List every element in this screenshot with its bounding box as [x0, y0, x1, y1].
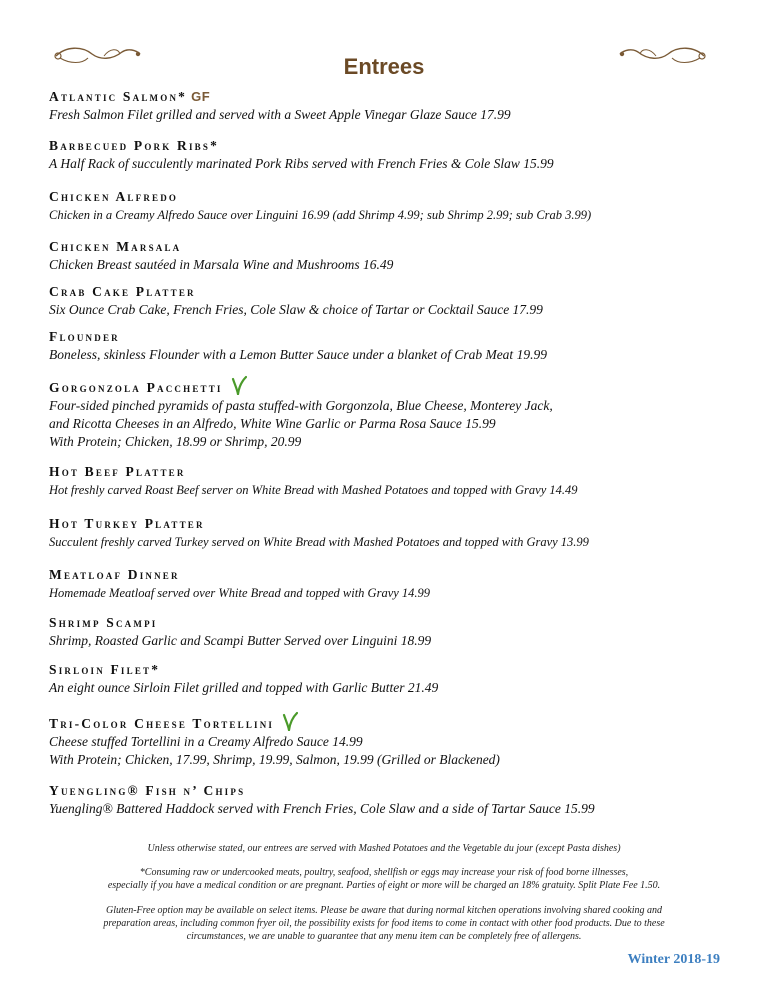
item-description: A Half Rack of succulently marinated Pork Ribs served with French Fries & Cole Slaw 15.99: [49, 156, 554, 171]
menu-item-yuengling-fish-n-chips: [49, 781, 749, 818]
season-label: Winter 2018-19: [627, 952, 720, 967]
item-description-line: Cheese stuffed Tortellini in a Creamy Alfredo Sauce 14.99: [49, 734, 363, 749]
item-name: Barbecued Pork Ribs*: [49, 138, 220, 153]
menu-item-atlantic-salmon: [49, 87, 749, 124]
item-name: Sirloin Filet*: [49, 662, 161, 677]
menu-item-chicken-alfredo: [49, 187, 749, 224]
item-description: An eight ounce Sirloin Filet grilled and topped with Garlic Butter 21.49: [49, 680, 439, 695]
item-name: Chicken Marsala: [49, 239, 182, 254]
item-description-line: Four-sided pinched pyramids of pasta stuffed-with Gorgonzola, Blue Cheese, Monterey Jack,: [49, 398, 553, 413]
note-line: preparation areas, including common fryer oil, the possibility exists for food items to come in contact with other food products. Due to these: [103, 918, 665, 929]
vegetarian-leaf-icon: [229, 375, 247, 395]
note-line: *Consuming raw or undercooked meats, poultry, seafood, shellfish or eggs may increase your risk of food borne illnesses,: [139, 867, 629, 878]
item-name: Atlantic Salmon*: [49, 89, 188, 104]
menu-item-meatloaf-dinner: [49, 565, 749, 602]
menu-item-shrimp-scampi: [49, 613, 749, 650]
gluten-free-tag: GF: [191, 89, 211, 104]
item-description: Chicken in a Creamy Alfredo Sauce over Linguini 16.99 (add Shrimp 4.99; sub Shrimp 2.99; sub Crab 3.99): [49, 208, 592, 222]
item-name: Tri-Color Cheese Tortellini: [49, 716, 275, 731]
item-description: Boneless, skinless Flounder with a Lemon Butter Sauce under a blanket of Crab Meat 19.99: [49, 347, 547, 362]
item-description-line: With Protein; Chicken, 17.99, Shrimp, 19.99, Salmon, 19.99 (Grilled or Blackened): [49, 752, 500, 767]
item-name: Hot Turkey Platter: [49, 516, 205, 531]
item-description: Chicken Breast sautéed in Marsala Wine and Mushrooms 16.49: [49, 257, 394, 272]
menu-item-hot-turkey-platter: [49, 514, 749, 551]
menu-item-crab-cake-platter: [49, 282, 749, 319]
note-line: Gluten-Free option may be available on select items. Please be aware that during normal kitchen operations involving shared cooking and: [105, 905, 662, 916]
item-name: Shrimp Scampi: [49, 615, 158, 630]
note-line: circumstances, we are unable to guarantee that any menu item can be completely free of allergens.: [186, 931, 582, 942]
page-title: Entrees: [343, 54, 425, 79]
gluten-free-note: [40, 904, 728, 943]
menu-item-hot-beef-platter: [49, 462, 749, 499]
flourish-right-icon: [616, 44, 708, 66]
item-description: Six Ounce Crab Cake, French Fries, Cole Slaw & choice of Tartar or Cocktail Sauce 17.99: [49, 302, 543, 317]
note-line: Unless otherwise stated, our entrees are served with Mashed Potatoes and the Vegetable du jour (except Pasta dishes): [147, 843, 621, 854]
item-name: Meatloaf Dinner: [49, 567, 180, 582]
item-name: Chicken Alfredo: [49, 189, 179, 204]
menu-item-chicken-marsala: [49, 237, 749, 274]
menu-item-tri-color-cheese-tortellini: [49, 711, 749, 769]
note-line: especially if you have a medical condition or are pregnant. Parties of eight or more will be charged an 18% gratuity. Split Plate Fee 1.50.: [107, 880, 661, 891]
menu-item-sirloin-filet: [49, 660, 749, 697]
consumer-advisory-note: [40, 866, 728, 892]
served-with-note: [40, 842, 728, 855]
menu-item-barbecued-pork-ribs: [49, 136, 749, 173]
item-description-line: With Protein; Chicken, 18.99 or Shrimp, 20.99: [49, 434, 302, 449]
menu-item-gorgonzola-pacchetti: [49, 375, 749, 451]
menu-item-flounder: [49, 327, 749, 364]
item-name: Hot Beef Platter: [49, 464, 186, 479]
item-name: Yuengling® Fish n’ Chips: [49, 783, 246, 798]
vegetarian-leaf-icon: [280, 711, 298, 731]
item-name: Crab Cake Platter: [49, 284, 196, 299]
item-name: Flounder: [49, 329, 120, 344]
item-description: Succulent freshly carved Turkey served on White Bread with Mashed Potatoes and topped with Gravy 13.99: [49, 535, 589, 549]
item-description: Fresh Salmon Filet grilled and served with a Sweet Apple Vinegar Glaze Sauce 17.99: [49, 107, 511, 122]
item-description: Yuengling® Battered Haddock served with French Fries, Cole Slaw and a side of Tartar Sauce 15.99: [49, 801, 595, 816]
menu-header: [0, 44, 768, 84]
item-name: Gorgonzola Pacchetti: [49, 380, 223, 395]
item-description: Hot freshly carved Roast Beef server on White Bread with Mashed Potatoes and topped with Gravy 14.49: [49, 483, 578, 497]
item-description: Homemade Meatloaf served over White Bread and topped with Gravy 14.99: [49, 586, 431, 600]
item-description-line: and Ricotta Cheeses in an Alfredo, White Wine Garlic or Parma Rosa Sauce 15.99: [49, 416, 496, 431]
item-description: Shrimp, Roasted Garlic and Scampi Butter Served over Linguini 18.99: [49, 633, 432, 648]
